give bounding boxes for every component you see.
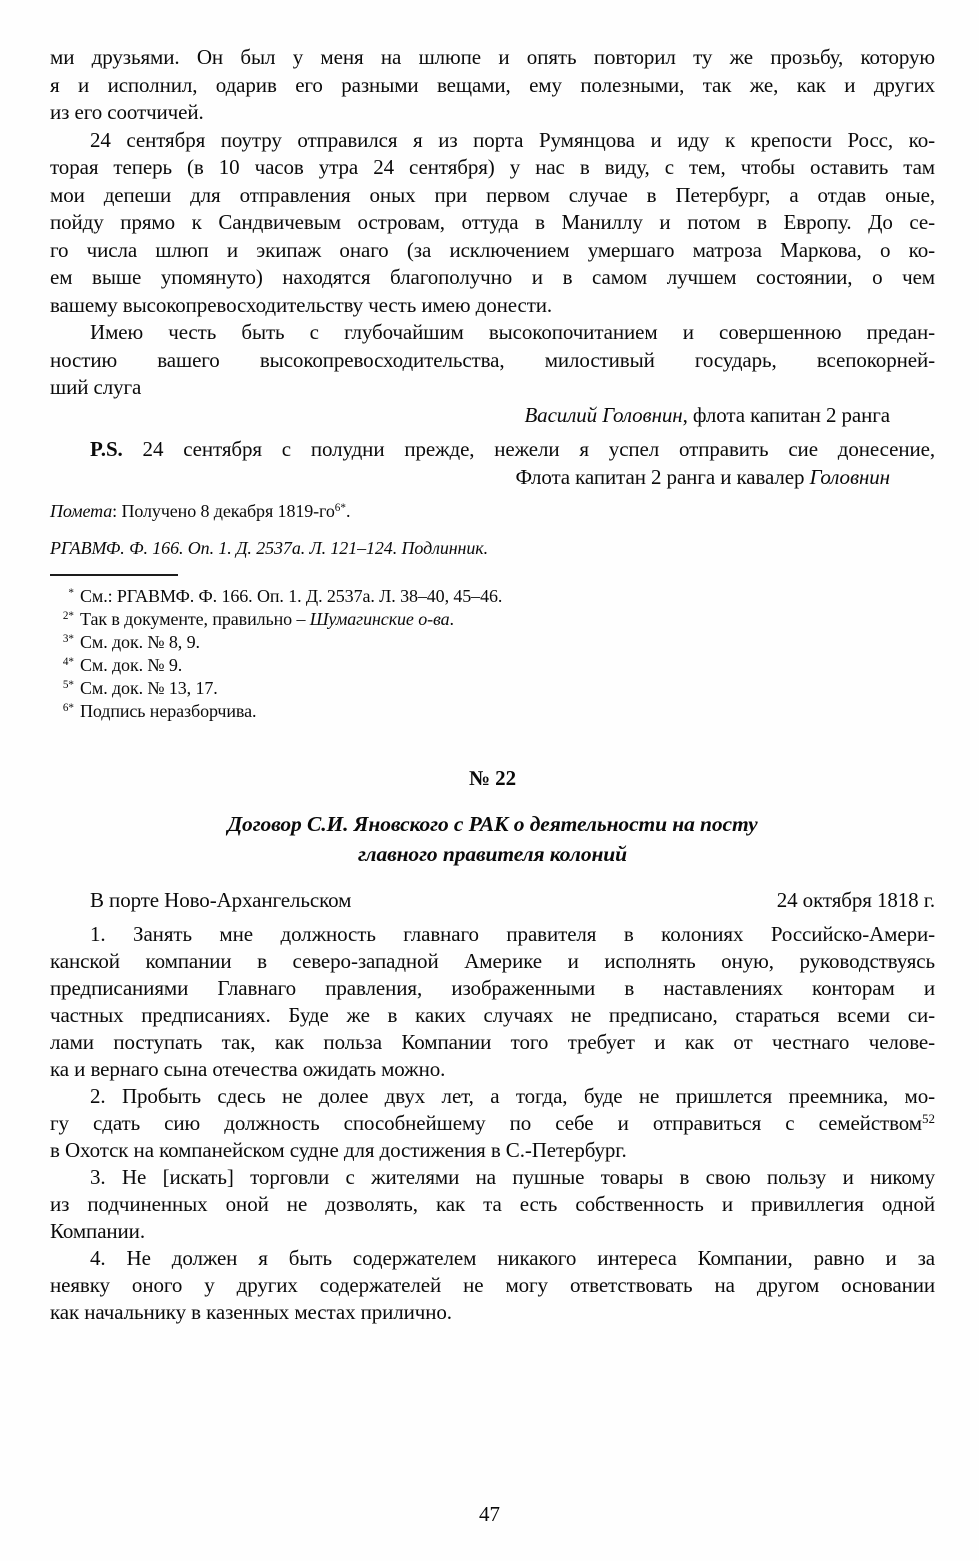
- footnote: [50, 654, 935, 677]
- footnote-text-part: .: [449, 609, 454, 629]
- footnote-marker-sup: 4*: [62, 656, 74, 669]
- text-line: 3. Не [искать] торговли с жителями на пушные товары в свою пользу и никому: [90, 1164, 935, 1189]
- text-line: вашему высокопревосходительству честь имею донести.: [50, 292, 553, 317]
- footnote-marker: [50, 677, 80, 700]
- text-line: ми друзьями. Он был у меня на шлюпе и опять повторил ту же прозьбу, которую: [50, 45, 935, 69]
- footnote-marker-sup: *: [68, 587, 74, 600]
- ps-label: P.S.: [90, 437, 123, 461]
- footnote-marker: [50, 585, 80, 608]
- dateline: [50, 887, 935, 915]
- contract-item-2: [50, 1083, 935, 1164]
- signature-rank: , флота капитан 2 ранга: [682, 402, 890, 427]
- text-line: лами поступать так, как польза Компании того требует и как от честнаго челове-: [50, 1029, 935, 1054]
- footnote-text: Подпись неразборчива.: [80, 701, 257, 721]
- signature-name: Василий Головнин: [524, 402, 683, 427]
- footnote: [50, 585, 935, 608]
- text-line: 24 сентября поутру отправился я из порта Румянцова и иду к крепости Росс, ко-: [90, 127, 935, 152]
- footnote: [50, 631, 935, 654]
- text-line: Имею честь быть с глубочайшим высокопочитанием и совершенною предан-: [90, 320, 935, 344]
- text-line: пойду прямо к Сандвичевым островам, оттуда в Маниллу и потом в Европу. До се-: [50, 210, 935, 234]
- text-line: 2. Пробыть сдесь не долее двух лет, а тогда, буде не пришлется преемника, мо-: [90, 1083, 935, 1108]
- footnote-separator-rule: [50, 574, 178, 576]
- document-number-heading: № 22: [469, 766, 516, 790]
- archive-reference: РГАВМФ. Ф. 166. Оп. 1. Д. 2537а. Л. 121–124. Подлинник.: [50, 538, 489, 558]
- footnote-marker-sup: 2*: [62, 610, 74, 623]
- footnote-marker: [50, 631, 80, 654]
- letter-paragraph-continuation: [50, 44, 935, 127]
- signature-name: Головнин: [809, 464, 890, 489]
- signature-golovnin-second: [50, 464, 935, 492]
- archival-note-period: .: [345, 501, 351, 521]
- text-line: из подчиненных оной не дозволять, как та есть собственность и привиллегия одной: [50, 1191, 935, 1216]
- text-line: 1. Занять мне должность главнаго правителя в колониях Российско-Амери-: [90, 921, 935, 946]
- page-text-block: [50, 44, 935, 1326]
- text-line: ший слуга: [50, 375, 142, 399]
- footnote: [50, 700, 935, 723]
- text-line: торая теперь (в 10 часов утра 24 сентября) у нас в виду, с тем, чтобы оставить там: [50, 155, 935, 179]
- footnotes-block: [50, 585, 935, 723]
- contract-item-4: [50, 1245, 935, 1326]
- archival-note-label: Помета: [50, 501, 113, 521]
- text-line: 4. Не должен я быть содержателем никакого интереса Компании, равно и за: [90, 1245, 935, 1270]
- contract-item-3: [50, 1164, 935, 1245]
- text-line: го числа шлюп и экипаж онаго (за исключением умершаго матроза Маркова, о ко-: [50, 237, 935, 262]
- ps-first-line-text: 24 сентября с полудни прежде, нежели я успел отправить сие донесение,: [122, 437, 935, 461]
- text-line: частных предписаниях. Буде же в каких случаях не предписано, стараться всеми си-: [50, 1002, 935, 1027]
- document-title: [50, 809, 935, 869]
- text-line: в Охотск на компанейском судне для достижения в С.-Петербург.: [50, 1137, 627, 1162]
- footnote-marker: [50, 654, 80, 677]
- footnote-marker-sup: 5*: [62, 679, 74, 692]
- text-line: канской компании в северо-западной Америке и исполнять оную, руководствуясь: [50, 948, 935, 973]
- letter-paragraph-closing: [50, 319, 935, 402]
- archival-note: [50, 500, 935, 522]
- footnote-marker-sup: 6*: [62, 702, 74, 715]
- text-line: [50, 436, 935, 464]
- footnote-marker: [50, 608, 80, 631]
- text-line: я и исполнил, одарив его разными вещами, ему полезными, так же, как и других: [50, 72, 935, 97]
- text-line: ем выше упомянуто) находятся благополучно и в самом лучшем состоянии, о чем: [50, 265, 935, 289]
- postscript-paragraph: [50, 436, 935, 464]
- text-line: гу сдать сию должность способнейшему по себе и отправиться с семейством$^{52}$: [50, 1110, 935, 1135]
- footnote-reference: 6*: [334, 502, 346, 515]
- signature-golovnin: [50, 402, 935, 430]
- text-line: ностию вашего высокопревосходительства, милостивый государь, всепокорней-: [50, 347, 935, 372]
- text-line: Компании.: [50, 1218, 145, 1243]
- footnote-marker-sup: 3*: [62, 633, 74, 646]
- text-line: из его соотчичей.: [50, 100, 204, 124]
- text-line: неявку оного у других содержателей не могу ответствовать на другом основании: [50, 1272, 935, 1297]
- text-line: главного правителя колоний: [357, 842, 628, 866]
- letter-paragraph-departure: [50, 127, 935, 320]
- contract-items: [50, 921, 935, 1326]
- footnote-text-part: Так в документе, правильно –: [80, 609, 310, 629]
- text-line: ка и вернаго сына отечества ожидать можно.: [50, 1056, 446, 1081]
- footnote-text: См.: РГАВМФ. Ф. 166. Оп. 1. Д. 2537а. Л. 38–40, 45–46.: [80, 586, 503, 606]
- text-line: как начальнику в казенных местах прилично.: [50, 1299, 452, 1324]
- footnote: [50, 608, 935, 631]
- footnote-text: См. док. № 13, 17.: [80, 678, 218, 698]
- footnote-text: [80, 608, 935, 631]
- text-line: Договор С.И. Яновского с РАК о деятельности на посту: [227, 812, 758, 836]
- footnote-text: См. док. № 9.: [80, 655, 183, 675]
- archival-note-text: : Получено 8 декабря 1819-го: [112, 501, 335, 521]
- footnote-text: См. док. № 8, 9.: [80, 632, 200, 652]
- footnote-marker: [50, 700, 80, 723]
- signature-rank-prefix: Флота капитан 2 ранга и кавалер: [515, 464, 810, 489]
- footnote-text-italic: Шумагинские о-ва: [309, 609, 450, 629]
- text-line: предписаниями Главнаго правления, изображенными в наставлениях конторам и: [50, 975, 935, 1000]
- dateline-place: В порте Ново-Архангельском: [90, 888, 352, 912]
- text-line: мои депеши для отправления оных при первом случае в Петербург, а отдав оные,: [50, 182, 935, 207]
- contract-item-1: [50, 921, 935, 1083]
- page-number: 47: [479, 1502, 500, 1526]
- footnote: [50, 677, 935, 700]
- dateline-date: 24 октября 1818 г.: [776, 888, 935, 912]
